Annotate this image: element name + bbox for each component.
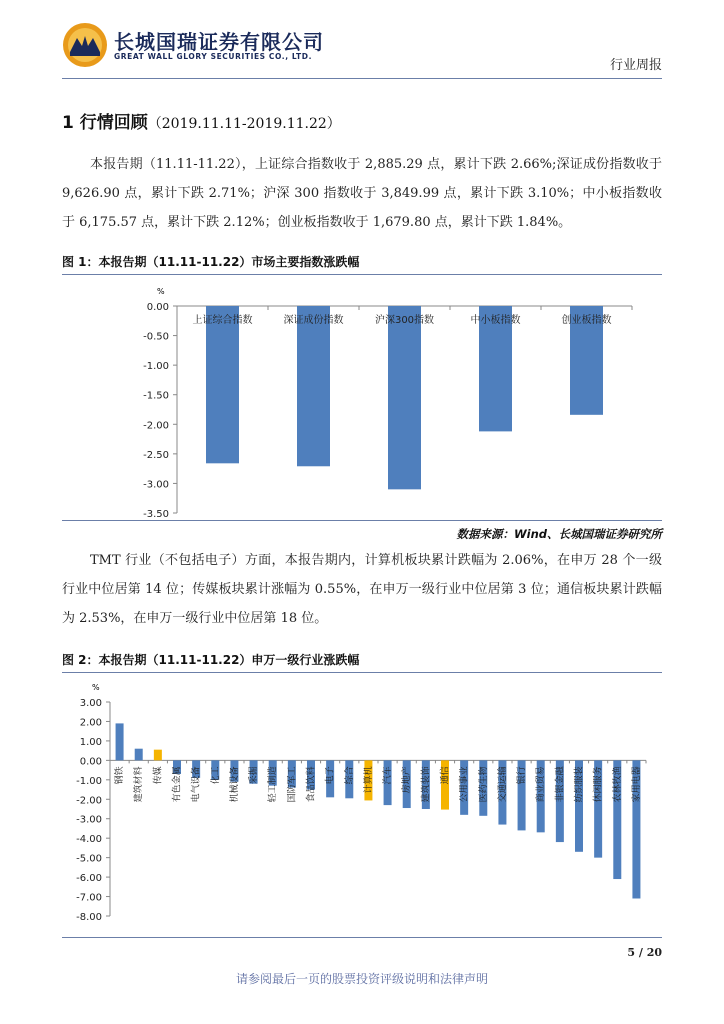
chart2-category-label: 汽车 [383, 766, 394, 785]
chart1-y-tick-label: -3.00 [143, 479, 169, 491]
chart1-y-tick-label: -2.50 [143, 449, 169, 461]
paragraph-market-review: 本报告期（11.11-11.22），上证综合指数收于 2,885.29 点，累计下跌 2.66%;深证成份指数收于 9,626.90 点，累计下跌 2.71%；沪深 300 指数收于 3,849.99 点，累计下跌 3.10%；中小板指数收于 6,175.57 点，累计下跌 2.12%；创业板指数收于 1,679.80 点，累计下跌 1.84%。 [62, 157, 662, 230]
chart1-category-label: 上证综合指数 [192, 315, 253, 326]
chart2-category-label: 公用事业 [459, 766, 470, 803]
section-date-range: （2019.11.11-2019.11.22） [147, 116, 341, 132]
chart2-y-tick-label: 0.00 [79, 756, 102, 768]
figure2-title: 图 2：本报告期（11.11-11.22）申万一级行业涨跌幅 [62, 653, 360, 667]
chart2-category-label: 非银金融 [555, 766, 566, 803]
figure2-bottom-rule [62, 937, 662, 938]
chart1-y-tick-label: -1.50 [143, 390, 169, 402]
chart2-bar [116, 723, 124, 760]
chart2-category-label: 化工 [210, 766, 221, 785]
chart2-category-label: 建筑装饰 [421, 766, 432, 803]
figure1-title: 图 1：本报告期（11.11-11.22）市场主要指数涨跌幅 [62, 255, 360, 269]
index-change-chart [62, 278, 662, 518]
chart2-y-tick-label: -8.00 [76, 912, 102, 923]
section-heading [62, 108, 341, 133]
chart1-y-tick-label: -3.50 [143, 509, 169, 518]
chart2-category-label: 家用电器 [631, 766, 642, 803]
chart2-category-label: 休闲服务 [593, 766, 604, 803]
chart2-category-label: 综合 [344, 766, 355, 785]
company-name-cn: 长城国瑞证券有限公司 [114, 30, 324, 54]
chart1-bar [206, 306, 239, 463]
chart2-category-label: 建筑材料 [134, 766, 145, 803]
chart2-category-label: 农林牧渔 [612, 766, 623, 803]
figure1-top-rule [62, 274, 662, 275]
chart2-category-label: 电子 [325, 766, 336, 785]
company-name-en: GREAT WALL GLORY SECURITIES CO., LTD. [114, 52, 313, 61]
chart2-category-label: 传媒 [153, 766, 164, 785]
chart2-y-tick-label: -4.00 [76, 834, 102, 846]
chart2-category-label: 国防军工 [287, 766, 298, 803]
chart2-y-tick-label: 3.00 [79, 698, 102, 709]
chart1-category-label: 中小板指数 [470, 315, 521, 326]
chart2-category-label: 有色金属 [172, 766, 183, 803]
figure1-bottom-rule [62, 520, 662, 521]
chart2-y-tick-label: 1.00 [79, 736, 102, 748]
figure1-source: 数据来源：Wind、长城国瑞证券研究所 [456, 527, 662, 541]
report-type: 行业周报 [609, 58, 662, 73]
chart2-bar [135, 749, 143, 761]
header-divider [62, 78, 662, 79]
company-logo [62, 22, 108, 68]
section-number: 1 [62, 113, 74, 133]
chart1-bar [297, 306, 330, 466]
chart2-bar [154, 750, 162, 761]
chart2-y-tick-label: 2.00 [79, 717, 102, 729]
chart1-y-tick-label: -2.00 [143, 420, 169, 432]
chart2-category-label: 钢铁 [115, 766, 126, 785]
chart2-category-label: 电气设备 [191, 766, 202, 803]
chart2-y-tick-label: -5.00 [76, 853, 102, 865]
chart2-category-label: 商业贸易 [536, 766, 547, 803]
chart2-category-label: 食品饮料 [306, 766, 317, 803]
chart1-y-tick-label: 0.00 [146, 302, 169, 313]
footer-disclaimer: 请参阅最后一页的股票投资评级说明和法律声明 [235, 972, 488, 986]
chart2-y-tick-label: -2.00 [76, 795, 102, 807]
chart1-category-label: 创业板指数 [561, 315, 612, 326]
chart1-category-label: 沪深300指数 [374, 315, 435, 326]
chart2-category-label: 采掘 [249, 766, 260, 785]
chart1-y-tick-label: -0.50 [143, 331, 169, 343]
page-number: 5 / 20 [627, 946, 662, 959]
paragraph-tmt: TMT 行业（不包括电子）方面，本报告期内，计算机板块累计跌幅为 2.06%，在申万 28 个一级行业中位居第 14 位；传媒板块累计涨幅为 0.55%，在申万一级行业中位居第 3 位；通信板块累计跌幅为 2.53%，在申万一级行业中位居第 18 位。 [62, 553, 662, 626]
chart2-y-tick-label: -7.00 [76, 892, 102, 904]
industry-change-chart [62, 676, 662, 932]
chart1-y-tick-label: -1.00 [143, 361, 169, 373]
chart2-category-label: 纺织服装 [574, 766, 585, 803]
chart2-y-tick-label: -6.00 [76, 873, 102, 885]
chart2-category-label: 银行 [517, 766, 528, 785]
chart2-category-label: 机械设备 [229, 766, 240, 803]
chart2-y-tick-label: -3.00 [76, 814, 102, 826]
chart2-category-label: 计算机 [363, 766, 374, 794]
chart2-category-label: 交通运输 [497, 766, 508, 803]
chart2-y-unit: % [92, 683, 100, 692]
chart1-bar [388, 306, 421, 489]
figure2-top-rule [62, 672, 662, 673]
chart2-category-label: 房地产 [402, 766, 413, 794]
chart2-category-label: 轻工制造 [268, 766, 279, 803]
chart2-category-label: 通信 [440, 766, 451, 785]
chart1-y-unit: % [157, 287, 165, 296]
section-title: 行情回顾 [79, 113, 148, 133]
chart1-category-label: 深证成份指数 [283, 315, 344, 326]
chart2-y-tick-label: -1.00 [76, 775, 102, 787]
chart2-category-label: 医药生物 [478, 766, 489, 803]
